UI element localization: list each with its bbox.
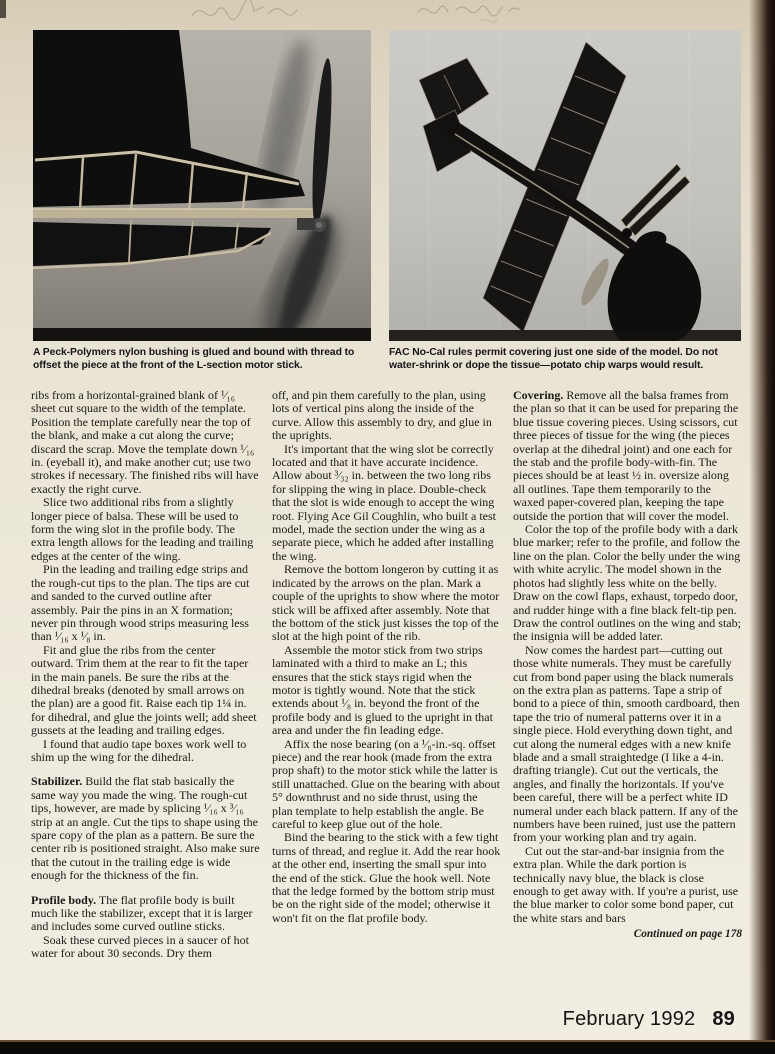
- page-number: 89: [712, 1008, 735, 1030]
- run-in-head: Covering.: [513, 388, 564, 402]
- paragraph: I found that audio tape boxes work well to shim up the wing for the dihedral.: [31, 736, 247, 764]
- column-2: [272, 389, 501, 961]
- photo-left: [33, 30, 371, 341]
- paragraph: Now comes the hardest part—cutting out those white numerals. They must be carefully cut from bond paper using the black numerals on the extra plan as patterns. Tape a strip of bond to a piece of thin, smooth cardboard, then tape the trio of numeral patterns over it in a single piece. Hold everything down tight, and cut along the numeral edges with a new knife blade and a small straightedge (I like a 4-in. drafting triangle). Cut out the verticals, the angles, and finally the horizontals. If you've been careful, there will be a perfect white ID numeral under each black pattern. If any of the numbers have been ruined, just use the pattern from your working plan and try again.: [513, 642, 740, 845]
- paragraph: Soak these curved pieces in a saucer of hot water for about 30 seconds. Dry them: [31, 932, 249, 961]
- paragraph: Slice two additional ribs from a slightly longer piece of balsa. These will be used to form the wing slot in the profile body. The extra length allows for the leading and trailing edges at the center of the wing.: [31, 495, 254, 563]
- paragraph: Pin the leading and trailing edge strips and the rough-cut tips to the plan. The tips are cut and sanded to the curved outline after assembly. Pair the pins in an X formation; never pin through wood strips measuring less than ¹⁄₁₆ x ¹⁄₈ in.: [31, 562, 250, 644]
- page-edge-shadow-bottom: [0, 1040, 775, 1054]
- continued-notice: Continued on page 178: [633, 928, 742, 941]
- photo-right: [389, 30, 741, 341]
- pencil-scribble: [180, 0, 600, 28]
- motor-stick: [33, 209, 317, 218]
- paragraph: Color the top of the profile body with a dark blue marker; refer to the profile, and follow the line on the plan. Color the belly under the wing with white acrylic. The model shown in the photos had slightly less white on the belly. Draw on the cowl flaps, exhaust, torpedo door, and rudder hinge with a fine black felt-tip pen. Draw the control outlines on the wing and stab; the insignia will be added later.: [513, 522, 741, 644]
- page-edge-shadow-right: [749, 0, 775, 1054]
- paragraph: It's important that the wing slot be correctly located and that it have accurate incidence. Allow about ³⁄₃₂ in. between the two long ribs for slipping the wing in place. Double-check that the slot is wide enough to accept the wing root. Flying Ace Gil Coughlin, who built a test model, made the section under the wing as a separate piece, which he added after installing the wing.: [272, 441, 496, 563]
- paragraph: Bind the bearing to the stick with a few tight turns of thread, and reglue it. Add the rear hook at the other end, inserting the small spur into the end of the stick. Glue the hook well. Note that the ledge formed by the bottom strip must be on the right side of the model; otherwise it won't fit on the flat profile body.: [272, 830, 501, 925]
- column-3: [513, 389, 742, 961]
- column-1: [31, 389, 260, 961]
- paragraph: Affix the nose bearing (on a ¹⁄₈-in.-sq. offset piece) and the rear hook (made from the extra prop shaft) to the motor stick while the latter is still unattached. Glue on the bearing with about 5° downthrust and no side thrust, using the plan template to help establish the angle. Be careful to keep glue out of the hole.: [272, 736, 500, 831]
- paragraph-stabilizer: Stabilizer. Build the flat stab basically the same way you made the wing. The rough-cut tips, however, are made by splicing ¹⁄₁₆ x ³⁄₁₆ strip at an angle. Cut the tips to shape using the spare copy of the plan as a pattern. Be sure the center rib is positioned straight. Also make sure that the cutout in the trailing edge is wide enough for the thickness of the fin.: [31, 774, 260, 883]
- motor-stick-photo: [33, 30, 371, 341]
- paragraph-covering: Covering. Remove all the balsa frames from the plan so that it can be used for preparing the blue tissue covering pieces. Using scissors, cut three pieces of tissue for the wing (the pieces overlap at the dihedral joint) and one each for the stab and the profile body-with-fin. The pieces should be at least ½ in. oversize along all outlines. Tape them temporarily to the waxed paper-covered plan, keeping the tape outside the portion that will cover the model.: [513, 388, 739, 523]
- run-in-head: Stabilizer.: [31, 774, 83, 789]
- paragraph: Cut out the star-and-bar insignia from the extra plan. While the dark portion is technically navy blue, the black is close enough to get away with. If you're a purist, use the blue marker to color some bond paper, cut the white stars and bars: [513, 843, 739, 925]
- paragraph: Remove the bottom longeron by cutting it as indicated by the arrows on the plan. Mark a couple of the uprights to show where the motor stick will be affixed after assembly. Note that the bottom of the stick just kisses the top of the slot at the high point of the rib.: [272, 562, 500, 644]
- paragraph: ribs from a horizontal-grained blank of ¹⁄₁₆ sheet cut square to the width of the template. Position the template carefully near the top of the blank, and make a cut along the curve; discard the scrap. Move the template down ¹⁄₁₆ in. (eyeball it), and make another cut; use two strokes if necessary. The finished ribs will have exactly the right curve.: [31, 388, 259, 496]
- run-in-head: Profile body.: [31, 892, 97, 907]
- model-in-hand-photo: [389, 30, 741, 341]
- paragraph: off, and pin them carefully to the plan, using lots of vertical pins along the inside of the curve. Allow this assembly to dry, and glue in the uprights.: [272, 388, 492, 443]
- paragraph-profile-body: Profile body. The flat profile body is built much like the stabilizer, except that it is larger and includes some curved outline sticks.: [31, 892, 253, 934]
- issue-date: February 1992: [562, 1008, 696, 1030]
- article-body: [31, 389, 742, 961]
- paragraph: Fit and glue the ribs from the center outward. Trim them at the rear to fit the taper in the main panels. Be sure the ribs at the dihedral breaks (denoted by small arrows on the plan) are a good fit. Raise each tip 1¼ in. for dihedral, and glue the joints well; add sheet gussets at the leading and trailing edges.: [31, 642, 257, 738]
- page-footer: [563, 1008, 735, 1031]
- paragraph: Assemble the motor stick from two strips laminated with a third to make an L; this ensures that the stick stays rigid when the motor is tightly wound. Note that the stick extends about ¹⁄₈ in. beyond the front of the profile body and is glued to the upright in that area and under the fin leading edge.: [272, 642, 493, 738]
- photo-right-caption: FAC No-Cal rules permit covering just one side of the model. Do not water-shrink or dope the tissue—potato chip warps would result.: [389, 347, 718, 371]
- prop-hub: [622, 228, 632, 238]
- photo-left-caption: A Peck-Polymers nylon bushing is glued and bound with thread to offset the piece at the front of the L-section motor stick.: [33, 347, 355, 371]
- scan-corner-mark: [0, 0, 6, 18]
